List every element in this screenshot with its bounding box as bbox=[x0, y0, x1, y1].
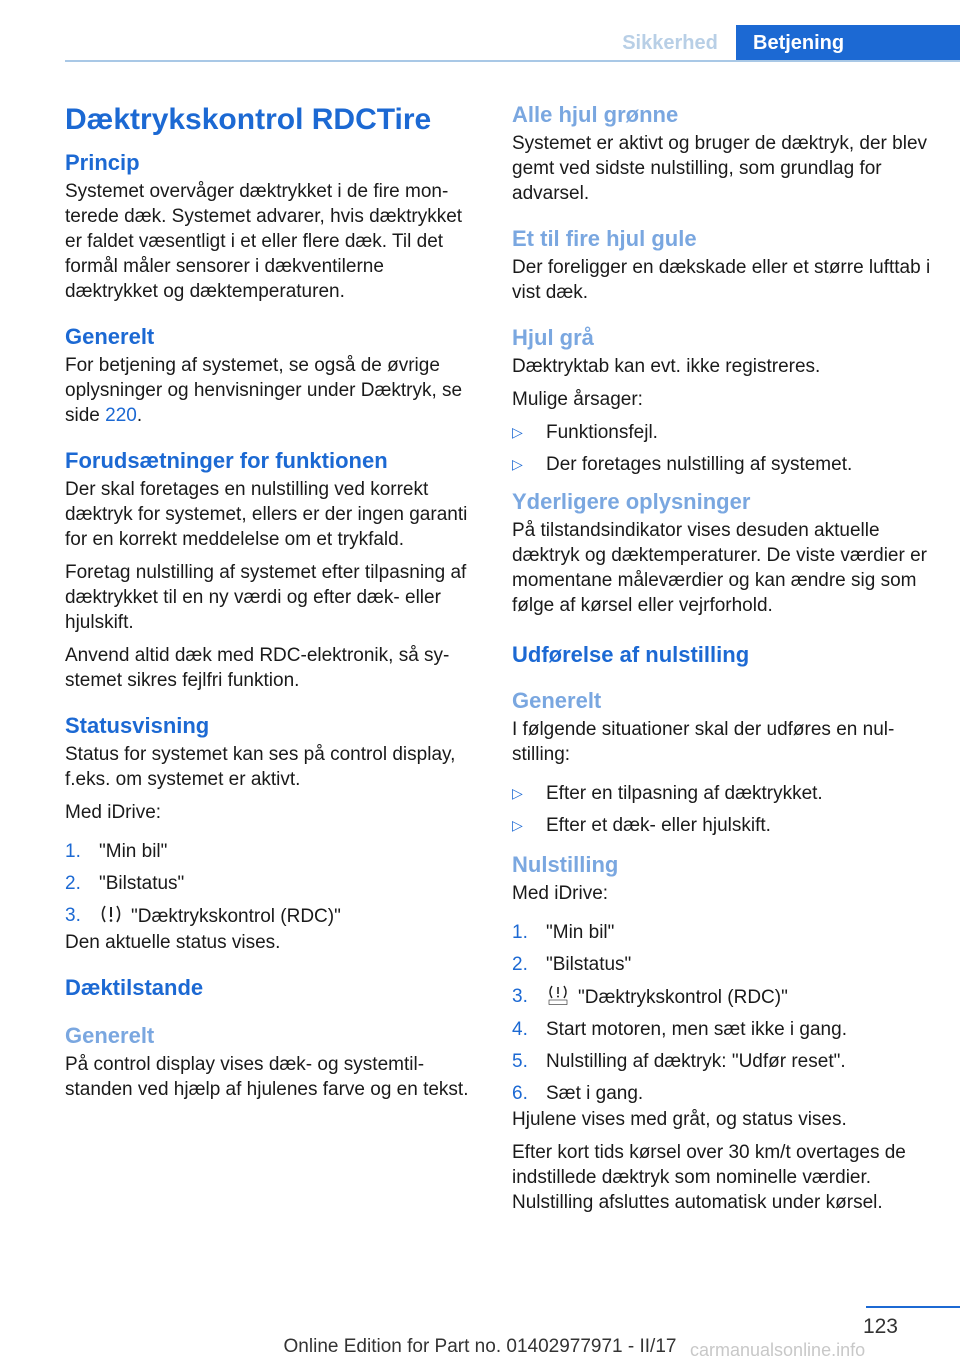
triangle-right-icon: ▷ bbox=[512, 456, 523, 472]
aarsager-list bbox=[512, 420, 942, 477]
heading-udfoerelse-af-nulstilling: Udførelse af nulstilling bbox=[512, 642, 750, 667]
hjul-graa-text: Dæktryktab kan evt. ikke registreres. bbox=[512, 356, 821, 377]
left-column bbox=[65, 100, 480, 1102]
heading-yderligere-oplysninger: Yderligere oplysninger bbox=[512, 489, 751, 514]
nulstilling-idrive: Med iDrive: bbox=[512, 883, 609, 904]
heading-nulstilling: Nulstilling bbox=[512, 852, 619, 877]
list-item: 1. "Min bil" bbox=[512, 922, 615, 943]
tab-sikkerhed[interactable]: Sikkerhed bbox=[622, 32, 718, 54]
list-item: 2. "Bilstatus" bbox=[65, 873, 185, 894]
tab-betjening[interactable]: Betjening bbox=[736, 25, 960, 62]
heading-statusvisning: Statusvisning bbox=[65, 713, 210, 738]
header-divider bbox=[65, 60, 960, 62]
list-item: ▷ Efter en tilpasning af dæktrykket. bbox=[512, 783, 823, 804]
udfoerelse-text: I følgende situationer skal der udføres en nulstilling: bbox=[512, 719, 895, 765]
list-item: 4. Start motoren, men sæt ikke i gang. bbox=[512, 1019, 847, 1040]
page-link-220[interactable]: 220 bbox=[105, 405, 137, 426]
page-title: Dæktrykskontrol RDCTire bbox=[65, 103, 432, 136]
list-item: 3. "Dæktrykskontrol (RDC)" bbox=[65, 905, 341, 927]
edition-text: Online Edition for Part no. 01402977971 - II/17 bbox=[283, 1336, 677, 1357]
alle-hjul-groenne-text: Systemet er aktivt og bruger de dæktryk, der blev gemt ved sidste nulstilling, som grundlag for advarsel. bbox=[512, 133, 928, 204]
forudsaetninger-text-1: Der skal foretages en nulstilling ved korrekt dæktryk for systemet, ellers er der ingen garanti for en korrekt meddelelse om et trykfald. bbox=[65, 479, 468, 550]
et-til-fire-hjul-gule-text: Der foreligger en dækskade eller et større lufttab i vist dæk. bbox=[512, 257, 931, 303]
triangle-right-icon: ▷ bbox=[512, 785, 523, 801]
tire-pressure-reset-icon bbox=[546, 984, 570, 1004]
statusvisning-result: Den aktuelle status vises. bbox=[65, 932, 281, 953]
subheading-generelt-right: Generelt bbox=[512, 688, 602, 713]
heading-daektilstande: Dæktilstande bbox=[65, 975, 204, 1000]
page-number: 123 bbox=[862, 1315, 898, 1338]
statusvisning-text: Status for systemet kan ses på control display, f.eks. om systemet er aktivt. bbox=[65, 744, 456, 790]
heading-princip: Princip bbox=[65, 150, 140, 175]
nulstilling-result: Hjulene vises med gråt, og status vises. bbox=[512, 1109, 847, 1130]
list-item: 5. Nulstilling af dæktryk: "Udfør reset". bbox=[512, 1051, 846, 1072]
statusvisning-idrive: Med iDrive: bbox=[65, 802, 162, 823]
nulstilling-steps bbox=[512, 920, 942, 1106]
list-item: ▷ Der foretages nulstilling af systemet. bbox=[512, 454, 853, 475]
yderligere-oplysninger-text: På tilstandsindikator vises desuden aktuelle dæktryk og dæktemperaturer. De viste værdier er momentane måleværdier og kan ændre sig som følge af kørsel eller vejrforhold. bbox=[512, 520, 927, 616]
right-column bbox=[512, 100, 942, 1215]
triangle-right-icon: ▷ bbox=[512, 817, 523, 833]
forudsaetninger-text-3: Anvend altid dæk med RDC-elektronik, så systemet sikres fejlfri funktion. bbox=[65, 645, 450, 691]
heading-forudsaetninger: Forudsætninger for funktionen bbox=[65, 448, 388, 473]
heading-generelt: Generelt bbox=[65, 324, 155, 349]
subheading-generelt: Generelt bbox=[65, 1023, 155, 1048]
mulige-aarsager: Mulige årsager: bbox=[512, 389, 643, 410]
nulstilling-final: Efter kort tids kørsel over 30 km/t overtages de indstillede dæktryk som nominelle værdier. Nulstilling afsluttes automatisk under kørsel. bbox=[512, 1142, 906, 1213]
watermark: carmanualsonline.info bbox=[690, 1340, 866, 1360]
udfoerelse-list bbox=[512, 781, 942, 838]
daektilstande-text: På control display vises dæk- og systemtilstanden ved hjælp af hjulenes farve og en tekst. bbox=[65, 1054, 469, 1100]
list-item: 3. "Dæktrykskontrol (RDC)" bbox=[512, 986, 788, 1008]
list-item: 2. "Bilstatus" bbox=[512, 954, 632, 975]
forudsaetninger-text-2: Foretag nulstilling af systemet efter tilpasning af dæktrykket til en ny værdi og efter dæk- eller hjulskift. bbox=[65, 562, 467, 633]
statusvisning-steps bbox=[65, 839, 480, 929]
heading-hjul-graa: Hjul grå bbox=[512, 325, 594, 350]
tire-pressure-warning-icon bbox=[99, 903, 123, 923]
list-item: ▷ Funktionsfejl. bbox=[512, 422, 658, 443]
list-item: 6. Sæt i gang. bbox=[512, 1083, 644, 1104]
generelt-text: For betjening af systemet, se også de øvrige oplysninger og henvisninger under Dæktryk, se side 220. bbox=[65, 355, 463, 426]
list-item: ▷ Efter et dæk- eller hjulskift. bbox=[512, 815, 771, 836]
heading-alle-hjul-groenne: Alle hjul grønne bbox=[512, 102, 679, 127]
princip-text: Systemet overvåger dæktrykket i de fire monterede dæk. Systemet advarer, hvis dæktrykket er faldet væsentligt i et eller flere dæk. Til det formål måler sensorer i dækventilerne dæktrykket og dæktemperaturen. bbox=[65, 181, 463, 302]
list-item: 1. "Min bil" bbox=[65, 841, 168, 862]
triangle-right-icon: ▷ bbox=[512, 424, 523, 440]
footer-divider bbox=[866, 1306, 960, 1308]
heading-et-til-fire-hjul-gule: Et til fire hjul gule bbox=[512, 226, 697, 251]
